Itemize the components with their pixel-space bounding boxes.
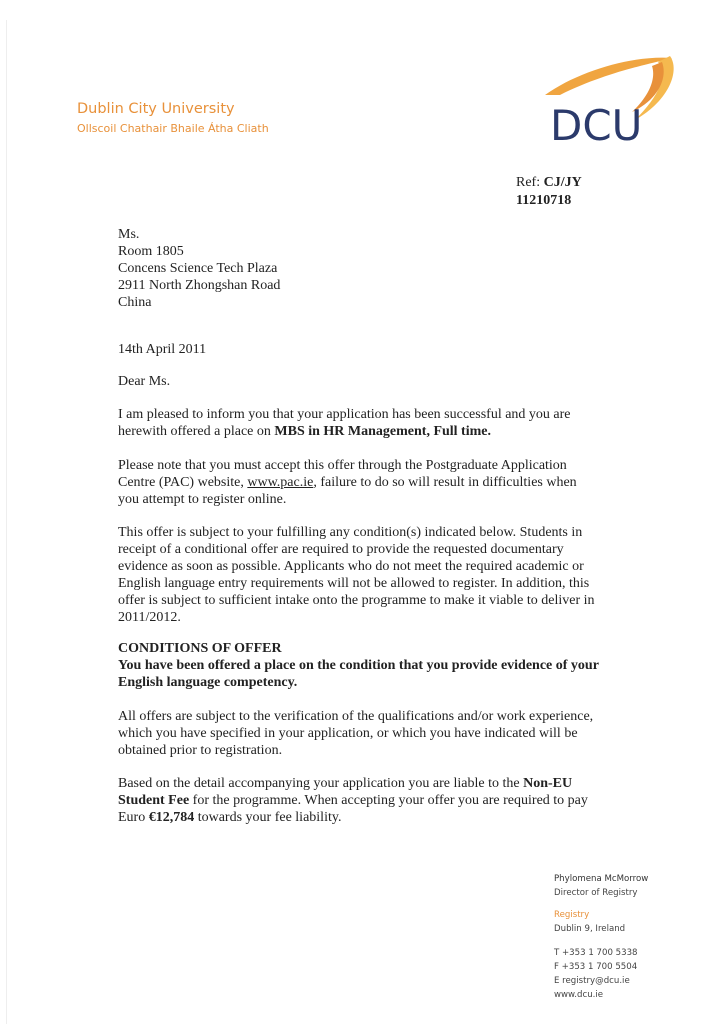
registry-city: Dublin 9, Ireland: [554, 924, 626, 934]
fax-number: F +353 1 700 5504: [554, 962, 638, 972]
paragraph-line: 2011/2012.: [118, 610, 181, 625]
ref-code: CJ/JY: [543, 175, 582, 190]
university-irish-name: Ollscoil Chathair Bhaile Átha Cliath: [77, 122, 269, 135]
address-line: Ms.: [118, 227, 140, 242]
university-name: Dublin City University: [77, 101, 235, 117]
address-line: 2911 North Zhongshan Road: [118, 278, 281, 293]
programme-name: MBS in HR Management, Full time.: [274, 424, 491, 439]
binding-line: [6, 20, 7, 1024]
conditions-of-offer: [118, 640, 638, 691]
verification-paragraph: [118, 708, 638, 759]
ref-label: Ref:: [516, 175, 541, 190]
dcu-logo: [540, 50, 680, 145]
conditions-heading: CONDITIONS OF OFFER: [118, 641, 282, 656]
ref-number: 11210718: [516, 193, 572, 208]
conditions-paragraph: [118, 524, 638, 626]
paragraph-line: Centre (PAC) website, www.pac.ie, failure to do so will result in difficulties when: [118, 475, 577, 490]
paragraph-line: you attempt to register online.: [118, 492, 287, 507]
paragraph-line: offer is subject to sufficient intake onto the programme to make it viable to deliver in: [118, 593, 595, 608]
paragraph-line: receipt of a conditional offer are required to provide the requested documentary: [118, 542, 564, 557]
email-address[interactable]: E registry@dcu.ie: [554, 976, 630, 986]
pac-paragraph: [118, 457, 638, 508]
logo-text: DCU: [550, 101, 643, 145]
paragraph-line: Student Fee for the programme. When accepting your offer you are required to pay: [118, 793, 588, 808]
paragraph-line: herewith offered a place on MBS in HR Management, Full time.: [118, 424, 491, 439]
website-link[interactable]: www.dcu.ie: [554, 990, 604, 1000]
fee-paragraph: [118, 775, 638, 826]
paragraph-line: Euro €12,784 towards your fee liability.: [118, 810, 342, 825]
offer-paragraph: [118, 406, 638, 440]
paragraph-line: Please note that you must accept this offer through the Postgraduate Application: [118, 458, 567, 473]
fee-amount: €12,784: [148, 810, 195, 825]
recipient-address: [118, 226, 638, 311]
paragraph-line: I am pleased to inform you that your application has been successful and you are: [118, 407, 571, 422]
address-line: Concens Science Tech Plaza: [118, 261, 278, 276]
registry-dept: Registry: [554, 910, 590, 920]
phone-number: T +353 1 700 5338: [554, 948, 638, 958]
signatory-name: Phylomena McMorrow: [554, 874, 649, 884]
paragraph-line: evidence as soon as possible. Applicants who do not meet the required academic or: [118, 559, 584, 574]
paragraph-line: Based on the detail accompanying your application you are liable to the Non-EU: [118, 776, 573, 791]
condition-line: English language competency.: [118, 675, 298, 690]
address-line: China: [118, 295, 152, 310]
pac-link[interactable]: www.pac.ie: [247, 475, 314, 490]
greeting: Dear Ms.: [118, 374, 171, 389]
contact-block: [554, 946, 638, 1002]
address-line: Room 1805: [118, 244, 184, 259]
paragraph-line: This offer is subject to your fulfilling any condition(s) indicated below. Students in: [118, 525, 583, 540]
registry-block: [554, 908, 625, 936]
letter-date: 14th April 2011: [118, 342, 207, 357]
paragraph-line: All offers are subject to the verification of the qualifications and/or work experience,: [118, 709, 594, 724]
signatory-title: Director of Registry: [554, 888, 638, 898]
paragraph-line: which you have specified in your application, or which you have indicated will be: [118, 726, 578, 741]
paragraph-line: English language entry requirements will not be allowed to register. In addition, this: [118, 576, 590, 591]
reference-block: [516, 174, 582, 210]
condition-line: You have been offered a place on the condition that you provide evidence of your: [118, 658, 599, 673]
signatory-block: [554, 872, 648, 900]
paragraph-line: obtained prior to registration.: [118, 743, 283, 758]
